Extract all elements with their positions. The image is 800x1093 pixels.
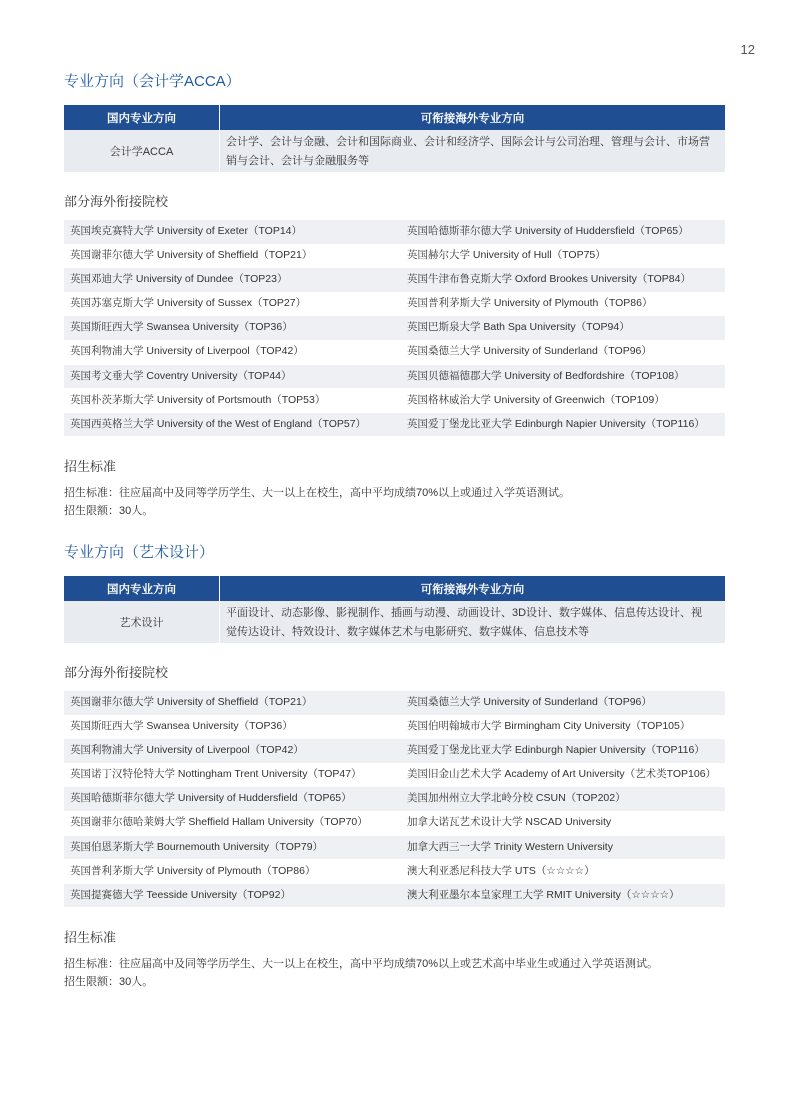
university-item: 英国普利茅斯大学 University of Plymouth（TOP86） <box>407 297 653 310</box>
university-row <box>64 836 725 860</box>
university-item: 英国埃克赛特大学 University of Exeter（TOP14） <box>70 225 303 237</box>
domestic-major-cell: 艺术设计 <box>64 601 220 643</box>
overseas-majors-line: 会计学、会计与金融、会计和国际商业、会计和经济学、国际会计与公司治理、管理与会计、市场营 <box>226 135 710 148</box>
domestic-major-cell: 会计学ACCA <box>64 130 220 172</box>
quota-text: 招生限额：30人。 <box>64 505 154 518</box>
university-item: 加拿大诺瓦艺术设计大学 NSCAD University <box>407 816 612 829</box>
university-row <box>64 268 725 292</box>
university-item: 英国桑德兰大学 University of Sunderland（TOP96） <box>407 345 652 358</box>
university-item: 英国考文垂大学 Coventry University（TOP44） <box>70 369 292 382</box>
university-item: 英国谢菲尔德哈莱姆大学 Sheffield Hallam University（TOP70） <box>70 816 368 829</box>
university-item: 英国爱丁堡龙比亚大学 Edinburgh Napier University（TOP116） <box>407 744 705 757</box>
header-domestic-major: 国内专业方向 <box>64 105 220 130</box>
university-item: 英国巴斯泉大学 Bath Spa University（TOP94） <box>407 321 630 334</box>
university-row <box>64 691 725 715</box>
university-item: 英国爱丁堡龙比亚大学 Edinburgh Napier University（TOP116） <box>407 417 705 430</box>
university-item: 英国斯旺西大学 Swansea University（TOP36） <box>70 720 293 733</box>
university-item: 英国朴茨茅斯大学 University of Portsmouth（TOP53） <box>70 393 326 406</box>
university-row <box>64 413 725 437</box>
university-item: 英国提赛德大学 Teesside University（TOP92） <box>70 888 291 901</box>
university-list <box>64 220 725 436</box>
quota-text: 招生限额：30人。 <box>64 976 154 989</box>
header-domestic-major: 国内专业方向 <box>64 576 220 601</box>
criteria-heading: 招生标准 <box>64 459 117 475</box>
university-row <box>64 811 725 835</box>
university-row <box>64 787 725 811</box>
university-list <box>64 691 725 907</box>
major-table <box>64 576 725 643</box>
universities-heading: 部分海外衔接院校 <box>64 194 169 209</box>
university-row <box>64 884 725 908</box>
university-row <box>64 340 725 364</box>
university-row <box>64 715 725 739</box>
university-row <box>64 316 725 340</box>
university-item: 英国谢菲尔德大学 University of Sheffield（TOP21） <box>70 696 313 708</box>
university-item: 澳大利亚墨尔本皇家理工大学 RMIT University（☆☆☆☆） <box>407 888 680 901</box>
university-item: 英国普利茅斯大学 University of Plymouth（TOP86） <box>70 864 316 877</box>
overseas-majors-cell <box>220 130 726 172</box>
university-item: 加拿大西三一大学 Trinity Western University <box>407 840 613 853</box>
overseas-majors-line: 平面设计、动态影像、影视制作、插画与动漫、动画设计、3D设计、数字媒体、信息传达设计、视 <box>226 606 703 619</box>
university-row <box>64 365 725 389</box>
university-item: 英国贝德福德郡大学 University of Bedfordshire（TOP108） <box>407 369 685 382</box>
university-item: 英国利物浦大学 University of Liverpool（TOP42） <box>70 744 304 757</box>
university-item: 英国西英格兰大学 University of the West of England（TOP57） <box>70 417 367 430</box>
university-row <box>64 739 725 763</box>
university-item: 美国旧金山艺术大学 Academy of Art University（艺术类TOP106） <box>407 768 717 781</box>
university-row <box>64 763 725 787</box>
section-title: 专业方向（会计学ACCA） <box>64 73 241 90</box>
header-overseas-major: 可衔接海外专业方向 <box>220 105 726 130</box>
section-title: 专业方向（艺术设计） <box>64 544 215 561</box>
university-item: 英国伯恩茅斯大学 Bournemouth University（TOP79） <box>70 840 324 853</box>
section-accounting <box>64 72 725 520</box>
university-item: 英国赫尔大学 University of Hull（TOP75） <box>407 249 606 262</box>
university-item: 英国诺丁汉特伦特大学 Nottingham Trent University（TOP47） <box>70 768 362 781</box>
section-art-design <box>64 543 725 991</box>
university-item: 英国伯明翰城市大学 Birmingham City University（TOP105） <box>407 720 691 733</box>
university-row <box>64 292 725 316</box>
university-row <box>64 389 725 413</box>
university-item: 英国格林威治大学 University of Greenwich（TOP109） <box>407 393 665 406</box>
major-table <box>64 105 725 172</box>
university-item: 英国牛津布鲁克斯大学 Oxford Brookes University（TOP84） <box>407 273 691 286</box>
university-item: 美国加州州立大学北岭分校 CSUN（TOP202） <box>407 792 626 805</box>
university-item: 英国谢菲尔德大学 University of Sheffield（TOP21） <box>70 249 313 262</box>
university-item: 英国苏塞克斯大学 University of Sussex（TOP27） <box>70 297 307 310</box>
criteria-text: 招生标准：往应届高中及同等学历学生、大一以上在校生，高中平均成绩70%以上或通过入学英语测试。 <box>64 487 571 500</box>
university-item: 英国斯旺西大学 Swansea University（TOP36） <box>70 321 293 334</box>
overseas-majors-cell <box>220 601 726 643</box>
university-item: 澳大利亚悉尼科技大学 UTS（☆☆☆☆） <box>407 864 595 877</box>
page-number: 12 <box>740 42 755 57</box>
university-item: 英国邓迪大学 University of Dundee（TOP23） <box>70 273 288 286</box>
university-item: 英国哈德斯菲尔德大学 University of Huddersfield（TOP65） <box>70 792 352 805</box>
university-row <box>64 220 725 244</box>
university-row <box>64 244 725 268</box>
universities-heading: 部分海外衔接院校 <box>64 665 169 680</box>
header-overseas-major: 可衔接海外专业方向 <box>220 576 726 601</box>
university-item: 英国利物浦大学 University of Liverpool（TOP42） <box>70 345 304 358</box>
university-item: 英国桑德兰大学 University of Sunderland（TOP96） <box>407 696 652 708</box>
university-row <box>64 860 725 884</box>
criteria-text: 招生标准：往应届高中及同等学历学生、大一以上在校生，高中平均成绩70%以上或艺术高中毕业生或通过入学英语测试。 <box>64 958 659 971</box>
overseas-majors-line: 销与会计、会计与金融服务等 <box>226 154 369 167</box>
university-item: 英国哈德斯菲尔德大学 University of Huddersfield（TOP65） <box>407 225 689 237</box>
criteria-heading: 招生标准 <box>64 930 117 946</box>
overseas-majors-line: 觉传达设计、特效设计、数字媒体艺术与电影研究、数字媒体、信息技术等 <box>226 625 589 638</box>
